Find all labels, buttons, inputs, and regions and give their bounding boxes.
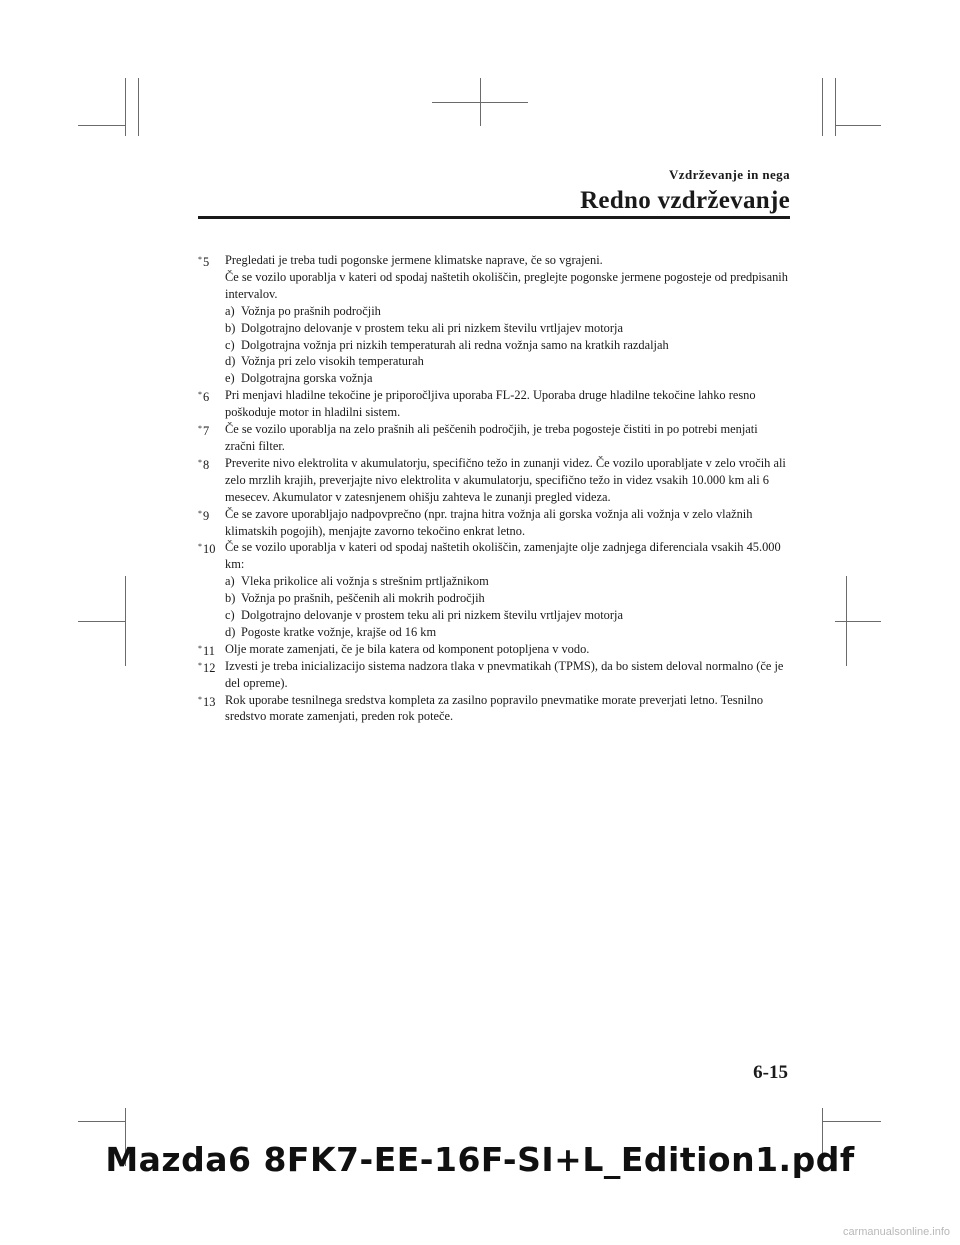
footnote-9 bbox=[198, 506, 790, 540]
footnote-number: 11 bbox=[203, 643, 215, 658]
footnote-text: Pri menjavi hladilne tekočine je priporočljiva uporaba FL-22. Uporaba druge hladilne tekočine lahko resno poškoduje motor in hladilni sistem. bbox=[225, 388, 756, 420]
footnote-mark: * bbox=[198, 255, 202, 264]
footnote-mark: * bbox=[198, 694, 202, 704]
list-item: d) Pogoste kratke vožnje, krajše od 16 km bbox=[225, 624, 437, 639]
footnote-6 bbox=[198, 387, 790, 421]
footnote-text: Če se vozilo uporablja v kateri od spodaj naštetih okoliščin, preglejte pogonske jermene pogosteje od predpisanih intervalov. bbox=[225, 269, 788, 301]
list-item: b) Vožnja po prašnih, peščenih ali mokrih področjih bbox=[225, 591, 485, 606]
footnote-number: 12 bbox=[203, 660, 216, 675]
crop-mark bbox=[432, 102, 528, 103]
crop-mark bbox=[78, 621, 126, 622]
footnote-8 bbox=[198, 455, 790, 506]
footnote-number: 6 bbox=[203, 390, 210, 405]
footnote-text: Preverite nivo elektrolita v akumulatorju, specifično težo in zunanji videz. Če vozilo uporabljate v zelo vročih ali zelo mrzlih krajih, preverjajte nivo elektrolita v akumulatorju, specifično težo in videz vsakih 10.000 km ali 6 mesecev. Akumulator v zatesnjenem ohišju zahteva le zunanji pregled videza. bbox=[225, 455, 786, 504]
footnote-11 bbox=[198, 641, 790, 658]
footnote-mark: * bbox=[198, 643, 202, 653]
list-item: b) Dolgotrajno delovanje v prostem teku ali pri nizkem številu vrtljajev motorja bbox=[225, 320, 623, 335]
list-item: a) Vožnja po prašnih področjih bbox=[225, 303, 381, 318]
footnote-13 bbox=[198, 692, 790, 726]
footnote-mark: * bbox=[198, 390, 202, 400]
crop-mark bbox=[835, 125, 881, 126]
footnote-mark: * bbox=[198, 660, 202, 670]
footnote-7 bbox=[198, 421, 790, 455]
footnote-number: 9 bbox=[203, 508, 210, 523]
footnote-mark: * bbox=[198, 542, 202, 552]
footnote-text: Če se zavore uporabljajo nadpovprečno (npr. trajna hitra vožnja ali gorska vožnja ali vožnja v zelo vlažnih klimatskih pogojih), menjajte zavorno tekočino enkrat letno. bbox=[225, 506, 753, 538]
footnote-12 bbox=[198, 658, 790, 692]
footnotes-list bbox=[198, 252, 790, 725]
footnote-number: 7 bbox=[203, 424, 210, 439]
footnote-mark: * bbox=[198, 508, 202, 518]
crop-mark bbox=[78, 125, 126, 126]
footnote-mark: * bbox=[198, 457, 202, 467]
page-number: 6-15 bbox=[753, 1062, 788, 1083]
list-item: a) Vleka prikolice ali vožnja s strešnim prtljažnikom bbox=[225, 574, 489, 589]
footer-filename: Mazda6 8FK7-EE-16F-SI+L_Edition1.pdf bbox=[105, 1140, 855, 1179]
list-item: c) Dolgotrajno delovanje v prostem teku ali pri nizkem številu vrtljajev motorja bbox=[225, 608, 623, 623]
footnote-text: Če se vozilo uporablja na zelo prašnih ali peščenih področjih, je treba pogosteje čistiti in po potrebi menjati zračni filter. bbox=[225, 422, 758, 453]
header-rule bbox=[198, 216, 790, 219]
list-item: d) Vožnja pri zelo visokih temperaturah bbox=[225, 354, 424, 369]
page-header bbox=[580, 167, 790, 215]
crop-mark bbox=[835, 621, 881, 622]
crop-mark bbox=[138, 78, 139, 136]
footnote-number: 5 bbox=[203, 255, 210, 269]
list-item: c) Dolgotrajna vožnja pri nizkih temperaturah ali redna vožnja samo na kratkih razdaljah bbox=[225, 337, 669, 352]
footnote-5 bbox=[198, 252, 790, 387]
footnote-mark: * bbox=[198, 424, 202, 434]
watermark: carmanualsonline.info bbox=[842, 1226, 950, 1238]
footnote-text: Rok uporabe tesnilnega sredstva kompleta za zasilno popravilo pnevmatike morate preverjati letno. Tesnilno sredstvo morate zamenjati, preden rok poteče. bbox=[225, 692, 764, 724]
list-item: e) Dolgotrajna gorska vožnja bbox=[225, 371, 373, 386]
page-title: Redno vzdrževanje bbox=[580, 187, 790, 214]
footnote-text: Olje morate zamenjati, če je bila katera od komponent potopljena v vodo. bbox=[225, 641, 590, 656]
footnote-number: 10 bbox=[203, 542, 216, 557]
crop-mark bbox=[78, 1121, 126, 1122]
footnote-10 bbox=[198, 539, 790, 640]
crop-mark bbox=[125, 78, 126, 136]
crop-mark bbox=[835, 78, 836, 136]
footnote-text: Izvesti je treba inicializacijo sistema nadzora tlaka v pnevmatikah (TPMS), da bo sistem deloval normalno (če je del opreme). bbox=[225, 658, 784, 690]
footnote-text: Pregledati je treba tudi pogonske jermene klimatske naprave, če so vgrajeni. bbox=[225, 253, 603, 267]
section-name: Vzdrževanje in nega bbox=[669, 167, 790, 182]
crop-mark bbox=[822, 1121, 881, 1122]
crop-mark bbox=[822, 78, 823, 136]
footnote-number: 8 bbox=[203, 457, 210, 472]
footnote-number: 13 bbox=[203, 694, 216, 709]
footnote-text: Če se vozilo uporablja v kateri od spodaj naštetih okoliščin, zamenjajte olje zadnjega diferenciala vsakih 45.000 km: bbox=[225, 540, 781, 572]
